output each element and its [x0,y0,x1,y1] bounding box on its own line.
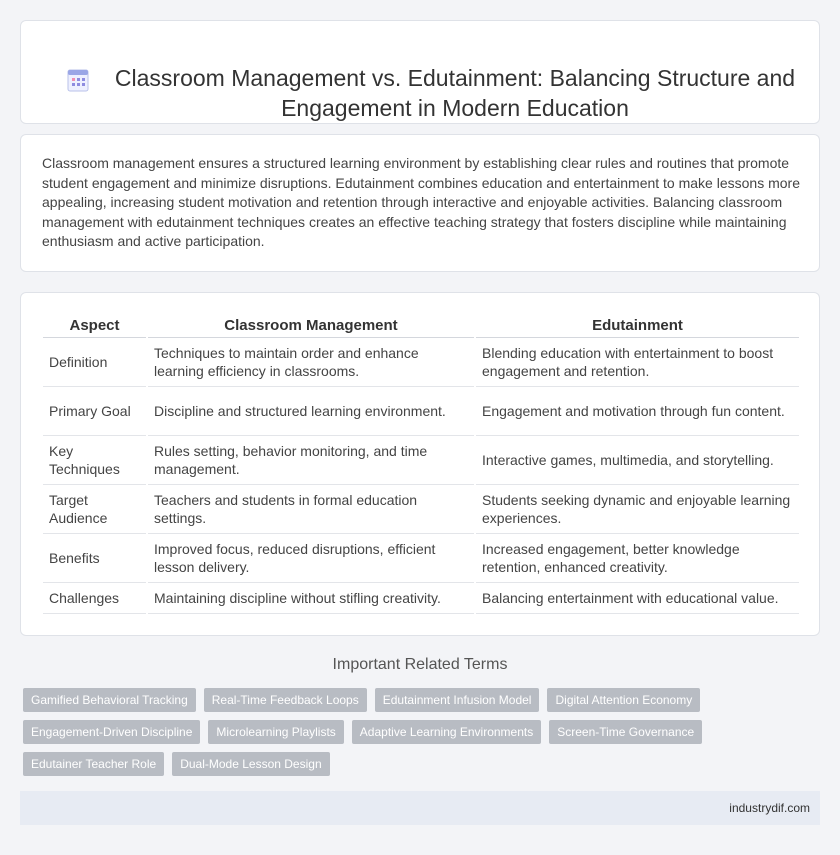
related-term-tag[interactable]: Gamified Behavioral Tracking [23,688,196,712]
table-row [43,533,799,582]
row-classroom-management: Maintaining discipline without stifling creativity. [147,582,475,613]
related-term-tag[interactable]: Screen-Time Governance [549,720,702,744]
footer [20,791,820,825]
row-aspect: Key Techniques [43,435,147,484]
header-edutainment: Edutainment [475,314,799,337]
table-row [43,582,799,613]
table-row [43,435,799,484]
header-card [20,20,820,124]
row-edutainment: Students seeking dynamic and enjoyable learning experiences. [475,484,799,533]
row-aspect: Benefits [43,533,147,582]
row-edutainment: Interactive games, multimedia, and storytelling. [475,435,799,484]
row-classroom-management: Discipline and structured learning environment. [147,386,475,435]
intro-paragraph: Classroom management ensures a structured learning environment by establishing clear rules and routines that promote student engagement and minimize disruptions. Edutainment combines education and entertainment to make lessons more appealing, increasing student motivation and retention through interactive and enjoyable activities. Balancing classroom management with edutainment techniques creates an effective teaching strategy that fosters discipline while maintaining enthusiasm and active participation. [42,155,800,250]
row-edutainment: Blending education with entertainment to boost engagement and retention. [475,337,799,386]
comparison-table [43,314,799,614]
header-aspect: Aspect [43,314,147,337]
comparison-card [20,292,820,636]
row-aspect: Definition [43,337,147,386]
related-term-tag[interactable]: Engagement-Driven Discipline [23,720,200,744]
calendar-icon [67,68,89,92]
related-terms-list [23,688,813,776]
related-term-tag[interactable]: Digital Attention Economy [547,688,700,712]
footer-source[interactable]: industrydif.com [729,801,810,815]
row-edutainment: Balancing entertainment with educational value. [475,582,799,613]
related-term-tag[interactable]: Edutainment Infusion Model [375,688,540,712]
related-term-tag[interactable]: Adaptive Learning Environments [352,720,541,744]
row-edutainment: Engagement and motivation through fun content. [475,386,799,435]
row-classroom-management: Techniques to maintain order and enhance learning efficiency in classrooms. [147,337,475,386]
row-aspect: Primary Goal [43,386,147,435]
table-row [43,386,799,435]
table-row [43,337,799,386]
related-term-tag[interactable]: Edutainer Teacher Role [23,752,164,776]
page-title: Classroom Management vs. Edutainment: Balancing Structure and Engagement in Modern Education [114,65,796,121]
related-term-tag[interactable]: Microlearning Playlists [208,720,343,744]
table-row [43,484,799,533]
row-classroom-management: Rules setting, behavior monitoring, and time management. [147,435,475,484]
row-edutainment: Increased engagement, better knowledge retention, enhanced creativity. [475,533,799,582]
row-aspect: Target Audience [43,484,147,533]
related-term-tag[interactable]: Real-Time Feedback Loops [204,688,367,712]
row-classroom-management: Teachers and students in formal education settings. [147,484,475,533]
header-classroom-management: Classroom Management [147,314,475,337]
related-terms-title: Important Related Terms [332,656,508,673]
related-term-tag[interactable]: Dual-Mode Lesson Design [172,752,329,776]
table-header-row [43,314,799,337]
intro-card [20,134,820,272]
row-classroom-management: Improved focus, reduced disruptions, efficient lesson delivery. [147,533,475,582]
row-aspect: Challenges [43,582,147,613]
